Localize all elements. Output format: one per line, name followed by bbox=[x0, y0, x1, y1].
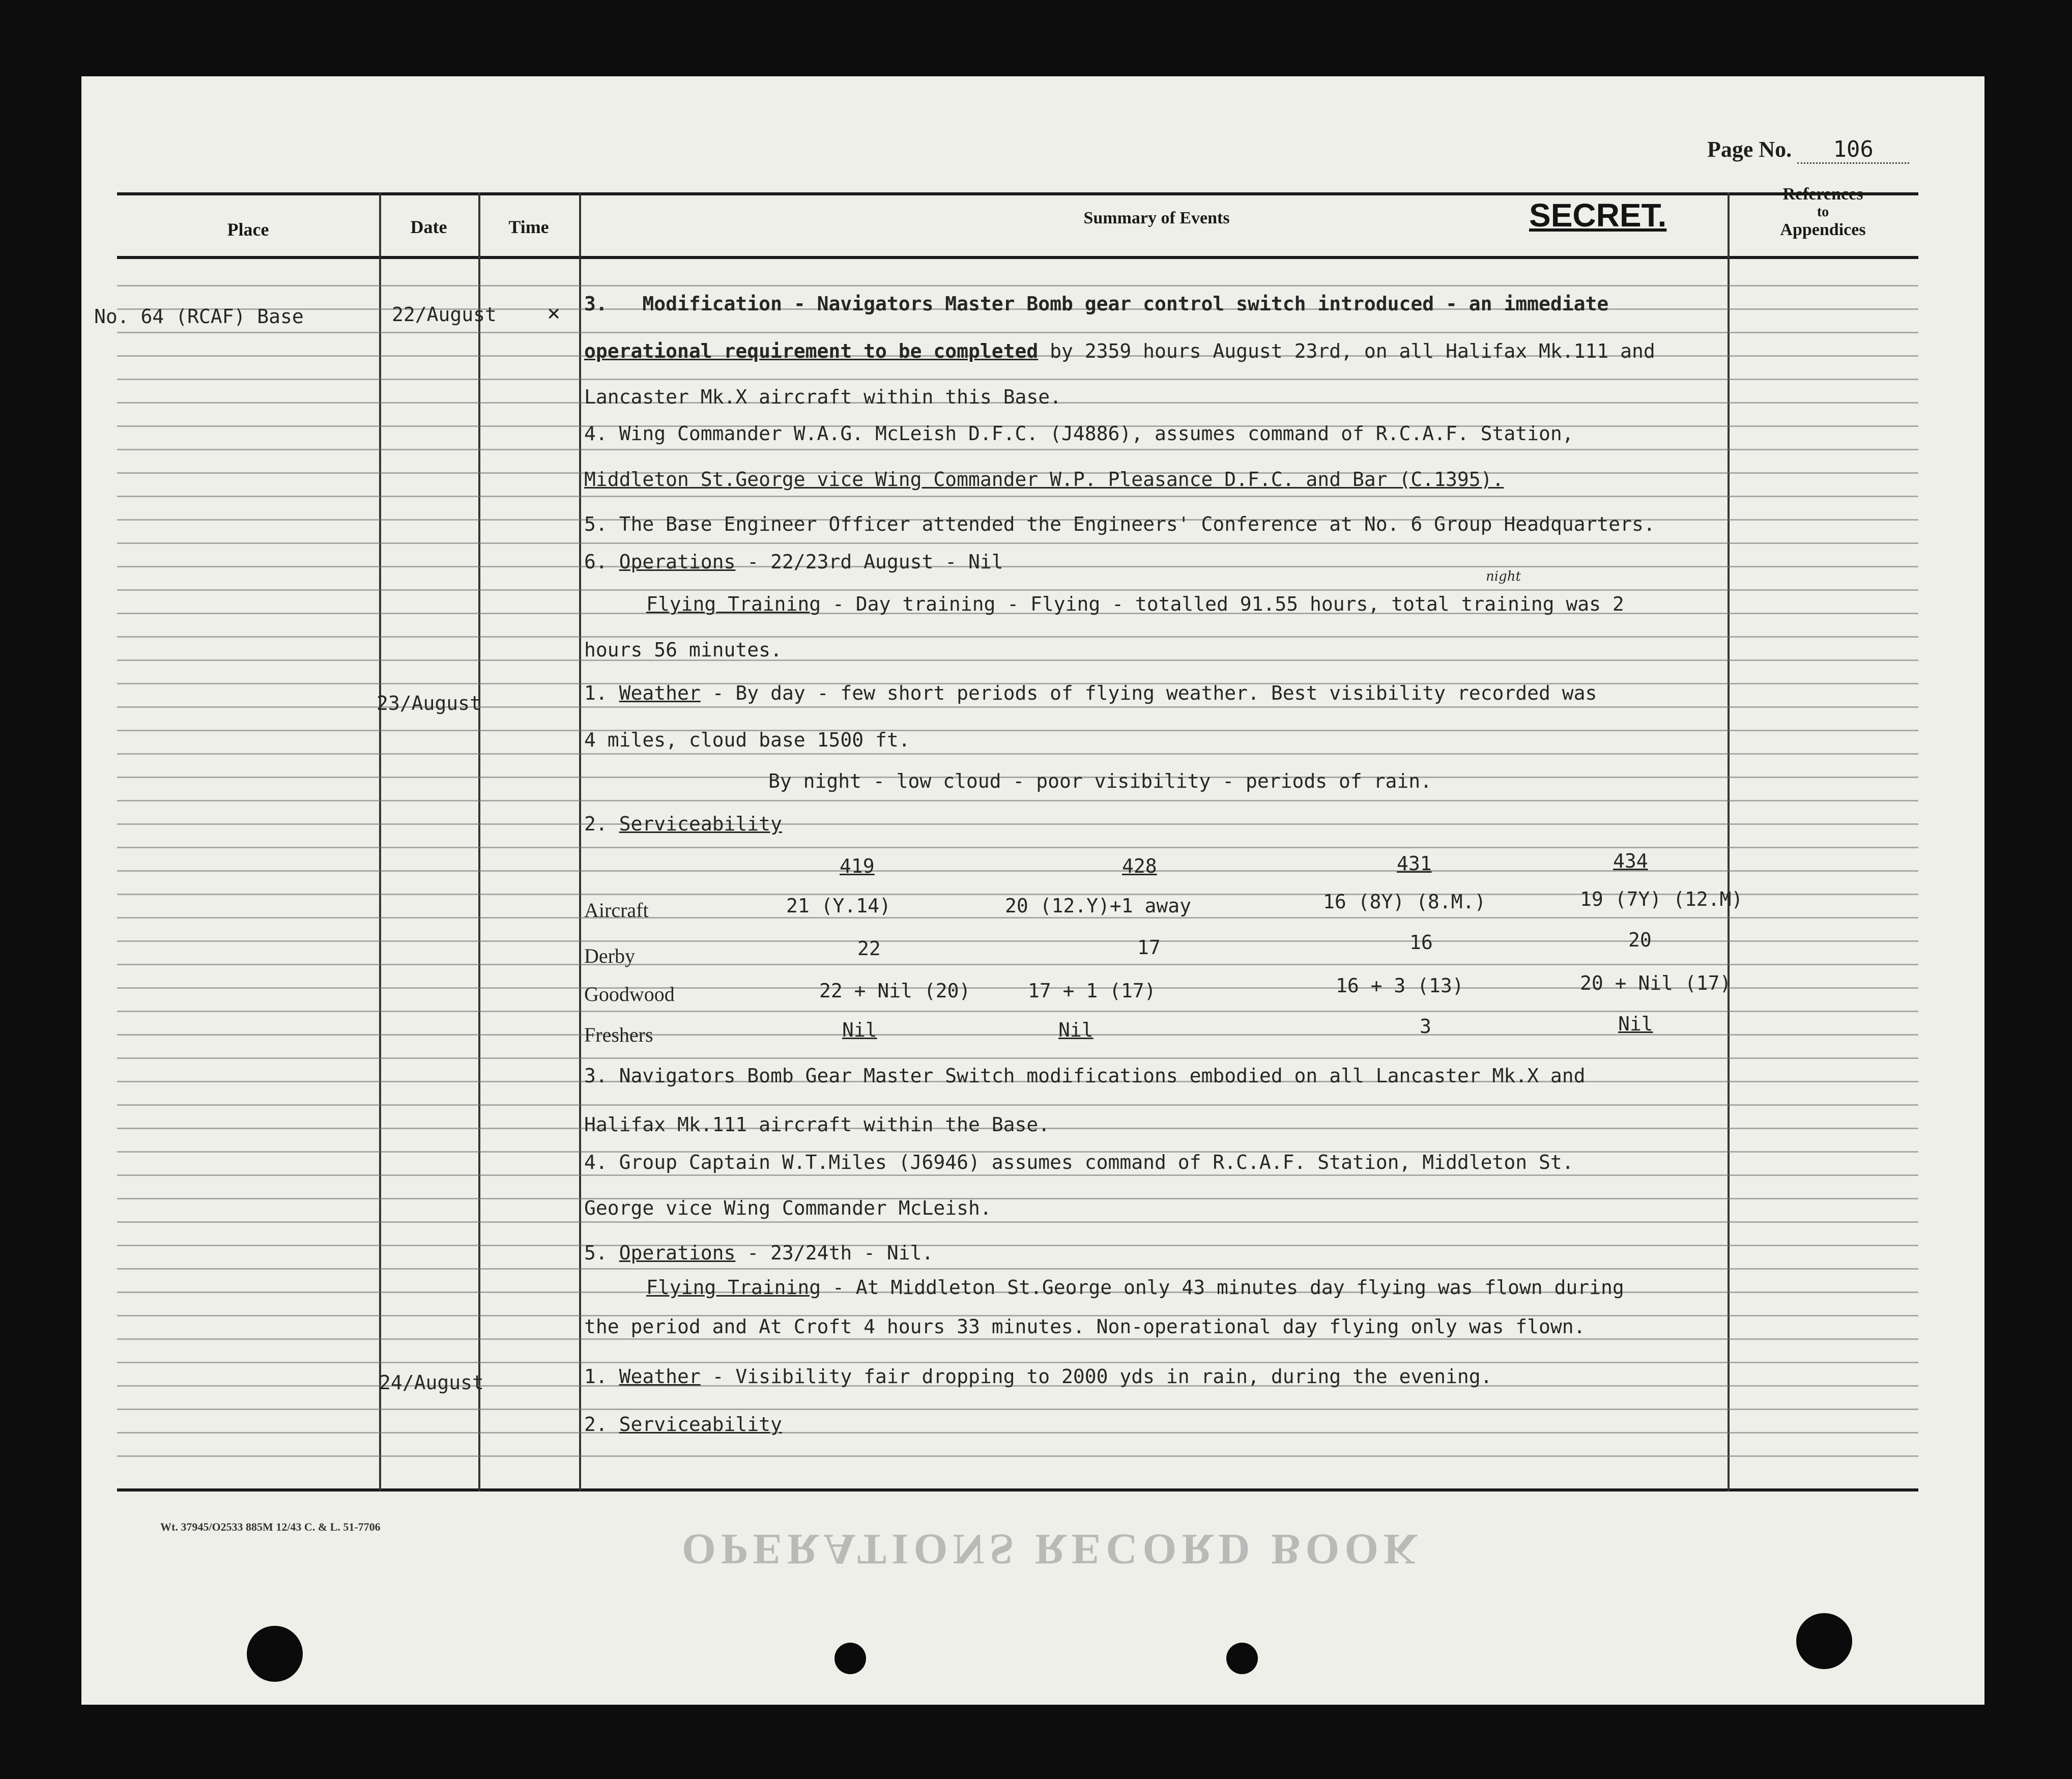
header-bottom-rule bbox=[117, 256, 1918, 259]
ruled-line bbox=[117, 1455, 1918, 1457]
binder-hole-right bbox=[1796, 1613, 1852, 1669]
header-top-rule bbox=[117, 192, 1918, 195]
ruled-line bbox=[117, 659, 1918, 661]
ruled-line bbox=[117, 449, 1918, 450]
entry-line-1 bbox=[584, 293, 1608, 315]
entry-line-7 bbox=[584, 551, 1003, 573]
header-summary: Summary of Events bbox=[1083, 209, 1230, 227]
aircraft-434: 19 (7Y) (12.M) bbox=[1580, 888, 1743, 910]
date-cell-1: 22/August bbox=[392, 303, 497, 326]
entry-text: - Day training - Flying - totalled 91.55 hours, total training was 2 bbox=[821, 593, 1624, 615]
handwritten-insert: night bbox=[1486, 569, 1521, 584]
entry-line-11: 4 miles, cloud base 1500 ft. bbox=[584, 729, 910, 751]
underlined-text: Flying Training bbox=[646, 593, 821, 615]
aircraft-428: 20 (12.Y)+1 away bbox=[1005, 895, 1192, 917]
ruled-line bbox=[117, 1198, 1918, 1199]
entry-text: Modification - Navigators Master Bomb gear control switch introduced - an immediate bbox=[642, 293, 1609, 315]
printer-imprint: Wt. 37945/O2533 885M 12/43 C. & L. 51-7706 bbox=[160, 1520, 381, 1533]
header-date: Date bbox=[410, 217, 447, 237]
ruled-line bbox=[117, 847, 1918, 848]
entry-line-13 bbox=[584, 813, 782, 835]
entry-line-12: By night - low cloud - poor visibility - periods of rain. bbox=[768, 770, 1432, 792]
entry-text: - At Middleton St.George only 43 minutes day flying was flown during bbox=[821, 1276, 1624, 1299]
entry-line-19 bbox=[646, 1276, 1624, 1299]
ruled-line bbox=[117, 566, 1918, 567]
ruled-line bbox=[117, 496, 1918, 497]
entry-line-14: 3. Navigators Bomb Gear Master Switch modifications embodied on all Lancaster Mk.X and bbox=[584, 1065, 1586, 1087]
goodwood-428: 17 + 1 (17) bbox=[1028, 980, 1156, 1002]
entry-line-3: Lancaster Mk.X aircraft within this Base. bbox=[584, 386, 1061, 408]
underlined-text: Serviceability bbox=[619, 813, 782, 835]
entry-line-8 bbox=[646, 593, 1624, 615]
entry-text: - Visibility fair dropping to 2000 yds in rain, during the evening. bbox=[700, 1365, 1492, 1388]
ruled-line bbox=[117, 1432, 1918, 1433]
entry-line-10 bbox=[584, 682, 1597, 704]
ruled-line bbox=[117, 800, 1918, 801]
ruled-line bbox=[117, 1104, 1918, 1106]
entry-text: - 23/24th - Nil. bbox=[735, 1242, 934, 1264]
ruled-line bbox=[117, 1221, 1918, 1223]
ruled-line bbox=[117, 870, 1918, 872]
entry-number: 1. bbox=[584, 682, 619, 704]
entry-number: 3. bbox=[584, 293, 608, 315]
page-no-label: Page No. bbox=[1707, 137, 1792, 162]
entry-line-4: 4. Wing Commander W.A.G. McLeish D.F.C. (J4886), assumes command of R.C.A.F. Station, bbox=[584, 422, 1574, 445]
ruled-line bbox=[117, 917, 1918, 919]
row-label-aircraft: Aircraft bbox=[584, 899, 649, 922]
goodwood-431: 16 + 3 (13) bbox=[1336, 974, 1464, 997]
time-cell-1: × bbox=[547, 300, 561, 326]
binder-hole-center-left bbox=[834, 1643, 866, 1674]
aircraft-431: 16 (8Y) (8.M.) bbox=[1323, 891, 1486, 913]
ruled-line bbox=[117, 1338, 1918, 1340]
underlined-text: Serviceability bbox=[619, 1413, 782, 1436]
squadron-434: 434 bbox=[1613, 850, 1648, 872]
header-time: Time bbox=[508, 217, 549, 237]
ruled-line bbox=[117, 379, 1918, 380]
entry-line-17: George vice Wing Commander McLeish. bbox=[584, 1197, 992, 1219]
binder-hole-center-right bbox=[1226, 1643, 1258, 1674]
mirrored-show-through: OPERATIONS RECORD BOOK bbox=[682, 1525, 1423, 1574]
ruled-line bbox=[117, 589, 1918, 591]
underlined-text: Weather bbox=[619, 1365, 701, 1388]
derby-434: 20 bbox=[1628, 929, 1652, 951]
entry-line-9: hours 56 minutes. bbox=[584, 639, 782, 661]
ruled-line bbox=[117, 1011, 1918, 1012]
entry-number: 6. bbox=[584, 551, 619, 573]
entry-line-15: Halifax Mk.111 aircraft within the Base. bbox=[584, 1113, 1050, 1136]
entry-line-16: 4. Group Captain W.T.Miles (J6946) assumes command of R.C.A.F. Station, Middleton St. bbox=[584, 1151, 1574, 1173]
entry-text: - 22/23rd August - Nil bbox=[735, 551, 1003, 573]
goodwood-419: 22 + Nil (20) bbox=[819, 980, 971, 1002]
entry-line-6: 5. The Base Engineer Officer attended the Engineers' Conference at No. 6 Group Headquarters. bbox=[584, 513, 1655, 535]
header-place: Place bbox=[227, 219, 269, 240]
squadron-431: 431 bbox=[1397, 852, 1432, 875]
ruled-line bbox=[117, 1409, 1918, 1410]
entry-line-20: the period and At Croft 4 hours 33 minutes. Non-operational day flying only was flown. bbox=[584, 1315, 1586, 1338]
secret-stamp: SECRET. bbox=[1529, 197, 1667, 234]
aircraft-419: 21 (Y.14) bbox=[786, 895, 891, 917]
entry-text: by 2359 hours August 23rd, on all Halifax Mk.111 and bbox=[1038, 340, 1655, 362]
row-label-freshers: Freshers bbox=[584, 1023, 653, 1046]
entry-line-5: Middleton St.George vice Wing Commander W.P. Pleasance D.F.C. and Bar (C.1395). bbox=[584, 468, 1504, 491]
entry-number: 2. bbox=[584, 1413, 619, 1436]
place-cell: No. 64 (RCAF) Base bbox=[94, 305, 304, 328]
footer-rule bbox=[117, 1488, 1918, 1491]
entry-line-18 bbox=[584, 1242, 933, 1264]
ruled-line bbox=[117, 730, 1918, 731]
ruled-line bbox=[117, 1245, 1918, 1246]
row-label-goodwood: Goodwood bbox=[584, 983, 675, 1006]
ruled-line bbox=[117, 332, 1918, 333]
ruled-line bbox=[117, 1057, 1918, 1059]
goodwood-434: 20 + Nil (17) bbox=[1580, 972, 1732, 994]
entry-line-21 bbox=[584, 1365, 1492, 1388]
ruled-line bbox=[117, 636, 1918, 638]
entry-line-2 bbox=[584, 340, 1655, 362]
entry-line-22 bbox=[584, 1413, 782, 1436]
underlined-text: operational requirement to be completed bbox=[584, 340, 1039, 362]
underlined-text: Operations bbox=[619, 1242, 736, 1264]
entry-number: 1. bbox=[584, 1365, 619, 1388]
date-cell-2: 23/August bbox=[377, 692, 481, 714]
freshers-434: Nil bbox=[1618, 1013, 1653, 1035]
ruled-line bbox=[117, 964, 1918, 965]
references-line-1: References bbox=[1782, 185, 1863, 204]
derby-419: 22 bbox=[857, 937, 881, 960]
references-line-3: Appendices bbox=[1780, 220, 1866, 239]
entry-text: - By day - few short periods of flying weather. Best visibility recorded was bbox=[700, 682, 1597, 704]
entry-number: 2. bbox=[584, 813, 619, 835]
underlined-text: Flying Training bbox=[646, 1276, 821, 1299]
col-rule-summary bbox=[1728, 192, 1730, 1491]
ruled-line bbox=[117, 753, 1918, 755]
ruled-line bbox=[117, 542, 1918, 544]
row-label-derby: Derby bbox=[584, 944, 635, 967]
squadron-419: 419 bbox=[840, 855, 875, 877]
squadron-428: 428 bbox=[1122, 855, 1157, 877]
col-rule-date bbox=[478, 192, 480, 1491]
ruled-line bbox=[117, 1268, 1918, 1270]
freshers-419: Nil bbox=[842, 1019, 877, 1041]
underlined-text: Weather bbox=[619, 682, 701, 704]
ruled-line bbox=[117, 1174, 1918, 1176]
col-rule-time bbox=[579, 192, 581, 1491]
references-line-2: to bbox=[1817, 204, 1829, 220]
date-cell-3: 24/August bbox=[379, 1371, 484, 1394]
ruled-line bbox=[117, 1362, 1918, 1363]
ruled-line bbox=[117, 285, 1918, 286]
freshers-431: 3 bbox=[1420, 1015, 1431, 1038]
ruled-line bbox=[117, 823, 1918, 825]
header-references bbox=[1728, 184, 1918, 240]
page-number bbox=[1707, 136, 1909, 164]
derby-428: 17 bbox=[1137, 936, 1161, 959]
col-rule-place bbox=[379, 192, 381, 1491]
freshers-428: Nil bbox=[1058, 1019, 1093, 1041]
entry-number: 5. bbox=[584, 1242, 619, 1264]
underlined-text: Operations bbox=[619, 551, 736, 573]
page-no-value: 106 bbox=[1797, 136, 1909, 164]
binder-hole-left bbox=[247, 1626, 303, 1682]
derby-431: 16 bbox=[1409, 931, 1433, 954]
